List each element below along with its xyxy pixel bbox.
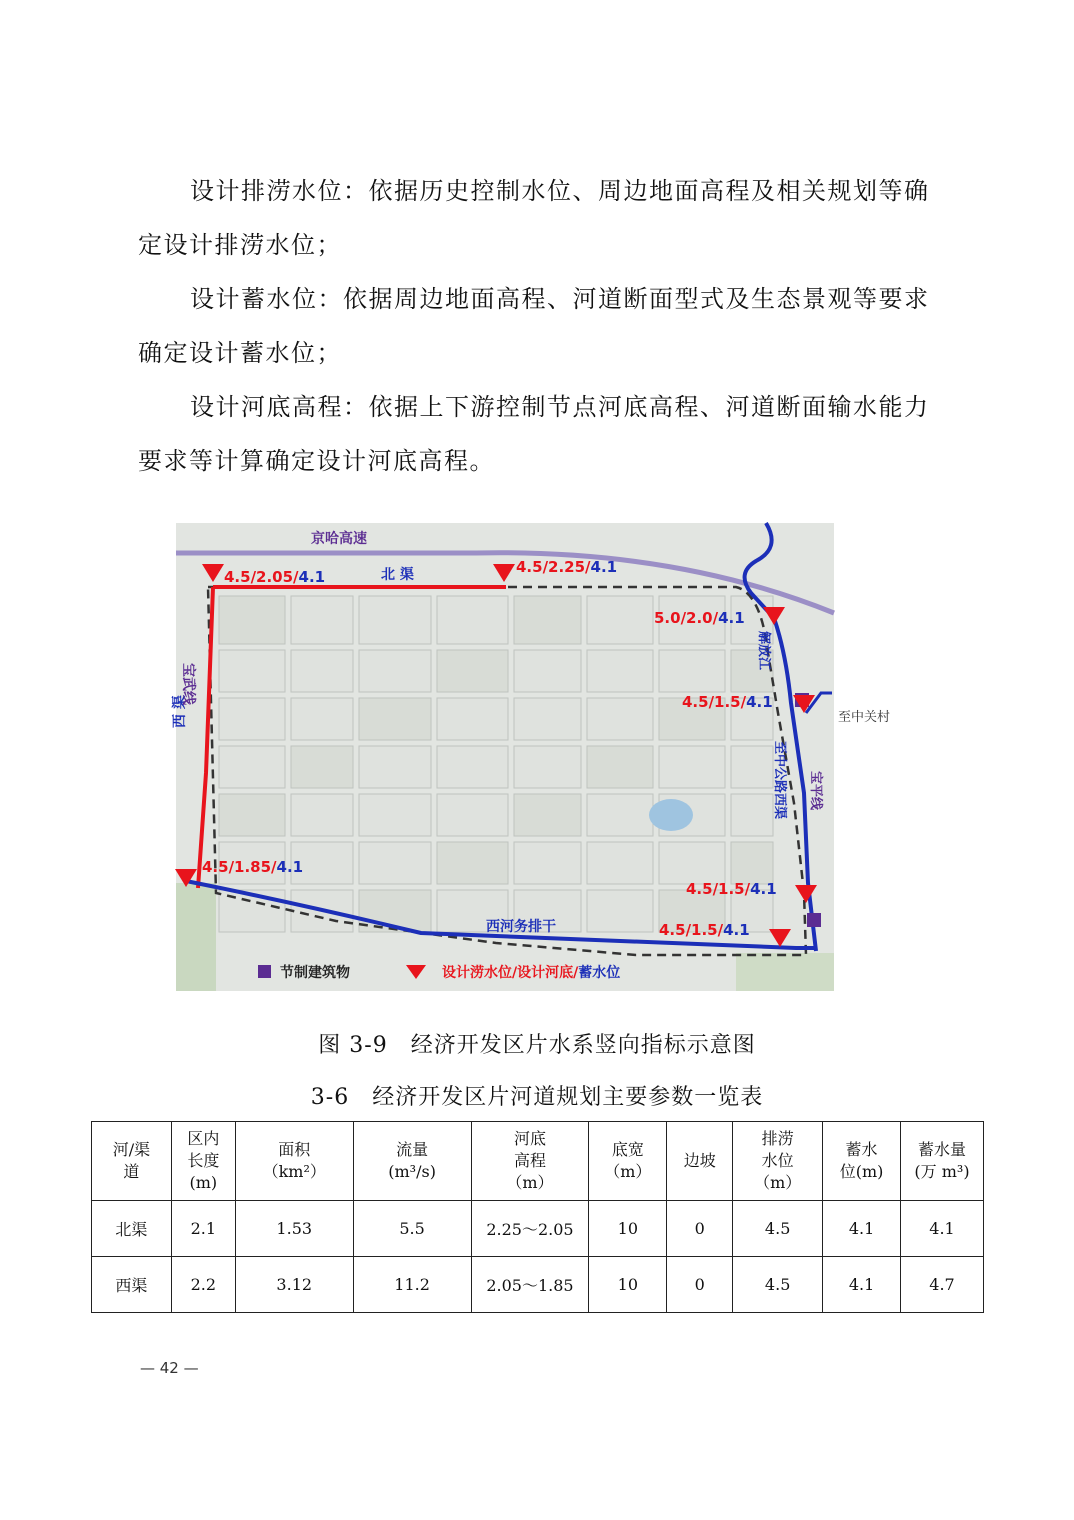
table-cell: 0	[667, 1201, 733, 1257]
table-cell: 0	[667, 1257, 733, 1313]
table-header-cell: 区内 长度 (m)	[171, 1122, 235, 1201]
legend-structure-icon	[258, 965, 271, 978]
table-cell: 5.5	[353, 1201, 471, 1257]
table-cell: 2.1	[171, 1201, 235, 1257]
label-baoping-line: 宝平线	[808, 771, 823, 811]
table-cell: 4.1	[823, 1201, 901, 1257]
table-title: 3-6 经济开发区片河道规划主要参数一览表	[310, 1085, 764, 1110]
page-number: — 42 —	[140, 1359, 199, 1377]
table-cell: 4.1	[823, 1257, 901, 1313]
marker-label: 4.5/1.85/4.1	[202, 858, 304, 876]
label-xihewu: 西河务排干	[486, 919, 556, 935]
table-cell: 1.53	[235, 1201, 353, 1257]
table-row	[92, 1257, 984, 1313]
table-cell: 北渠	[92, 1201, 172, 1257]
table-cell: 西渠	[92, 1257, 172, 1313]
table-cell: 10	[589, 1257, 667, 1313]
lake	[649, 799, 693, 831]
table-header-row	[92, 1122, 984, 1201]
label-highway: 京哈高速	[311, 531, 367, 547]
label-to-zhongguancun-text: 至中关村	[838, 709, 891, 724]
marker-label: 5.0/2.0/4.1	[654, 609, 745, 627]
marker-label: 4.5/1.5/4.1	[659, 921, 750, 939]
paragraph-riverbed-elevation: 设计河底高程：依据上下游控制节点河底高程、河道断面输水能力要求等计算确定设计河底高程。	[138, 393, 930, 475]
table-header-cell: 河/渠 道	[92, 1122, 172, 1201]
table-cell: 2.2	[171, 1257, 235, 1313]
table-header-cell: 底宽 （m）	[589, 1122, 667, 1201]
marker-label: 4.5/2.25/4.1	[516, 558, 618, 576]
table-header-cell: 排涝 水位 （m）	[733, 1122, 823, 1201]
table-cell: 2.05～1.85	[471, 1257, 589, 1313]
figure-caption: 图 3-9 经济开发区片水系竖向指标示意图	[318, 1033, 756, 1058]
table-header-cell: 蓄水 位(m)	[823, 1122, 901, 1201]
table-header-cell: 流量 (m³/s)	[353, 1122, 471, 1201]
table-cell: 10	[589, 1201, 667, 1257]
table-header-cell: 河底 高程 （m）	[471, 1122, 589, 1201]
table-header-cell: 蓄水量 (万 m³)	[901, 1122, 984, 1201]
table-cell: 3.12	[235, 1257, 353, 1313]
legend-structure-label: 节制建筑物	[280, 965, 350, 981]
table-cell: 4.5	[733, 1257, 823, 1313]
label-west-canal: 西 渠	[172, 695, 188, 728]
table-header-cell: 面积 （km²）	[235, 1122, 353, 1201]
paragraph-storage-level: 设计蓄水位：依据周边地面高程、河道断面型式及生态景观等要求确定设计蓄水位；	[138, 285, 930, 367]
label-east-channel-lower: 至中公路西渠	[772, 741, 787, 820]
table-cell: 4.5	[733, 1201, 823, 1257]
legend-marker-label: 设计涝水位/设计河底/蓄水位	[442, 965, 621, 981]
structure-2	[807, 913, 821, 927]
table-header-cell: 边坡	[667, 1122, 733, 1201]
label-north-canal: 北 渠	[381, 567, 414, 583]
table-row	[92, 1201, 984, 1257]
river-parameters-table	[91, 1121, 984, 1313]
table-cell: 11.2	[353, 1257, 471, 1313]
paragraph-drainage-level: 设计排涝水位：依据历史控制水位、周边地面高程及相关规划等确定设计排涝水位；	[138, 177, 930, 259]
water-system-map	[172, 523, 834, 991]
table-cell: 2.25～2.05	[471, 1201, 589, 1257]
marker-label: 4.5/1.5/4.1	[686, 880, 777, 898]
table-cell: 4.1	[901, 1201, 984, 1257]
marker-label: 4.5/2.05/4.1	[224, 568, 326, 586]
label-baowu-line: 宝武线	[180, 663, 196, 705]
marker-label: 4.5/1.5/4.1	[682, 693, 773, 711]
label-east-channel-upper: 解放江	[756, 631, 771, 671]
table-cell: 4.7	[901, 1257, 984, 1313]
